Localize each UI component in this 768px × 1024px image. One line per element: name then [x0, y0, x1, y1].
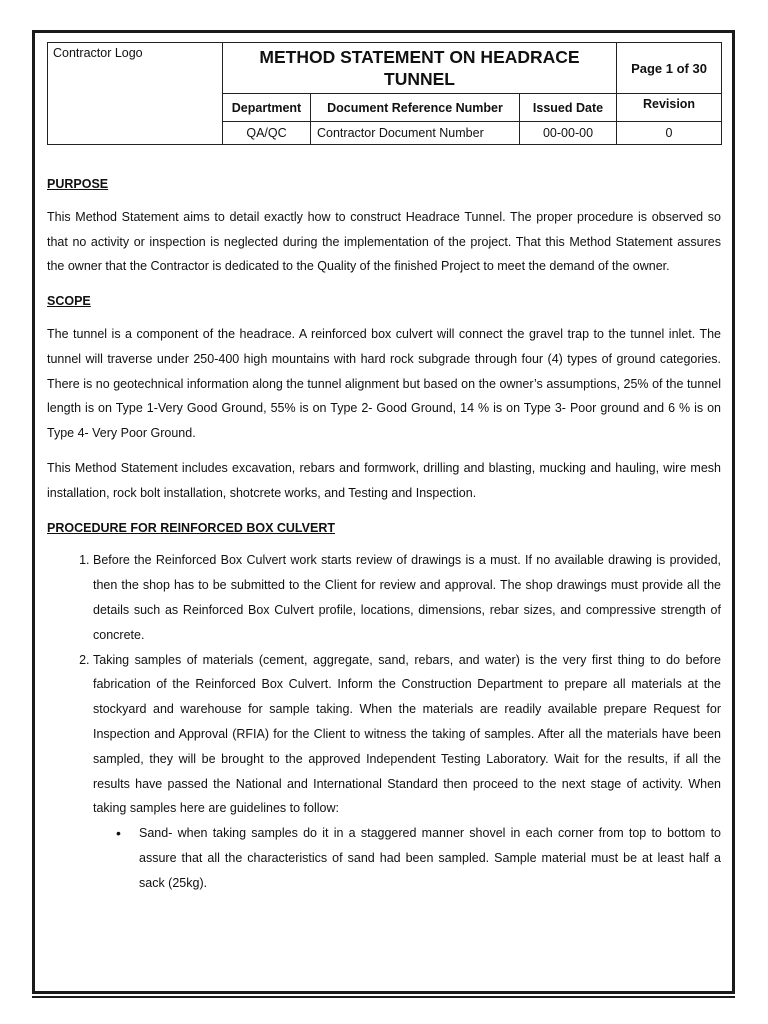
sampling-guideline-item: • Sand- when taking samples do it in a staggered manner shovel in each corner from top to bottom to assure that all the characteristics of sand had been sampled. Sample material must be at least half a sack (25kg). — [139, 821, 721, 895]
procedure-steps-list — [47, 548, 721, 895]
document-body — [47, 172, 721, 896]
value-issued-date: 00-00-00 — [520, 122, 617, 145]
procedure-heading: PROCEDURE FOR REINFORCED BOX CULVERT — [47, 520, 335, 535]
procedure-step — [93, 548, 721, 647]
scope-paragraph-2: This Method Statement includes excavation, rebars and formwork, drilling and blasting, mucking and hauling, wire mesh installation, rock bolt installation, shotcrete works, and Testing and Inspection. — [47, 460, 721, 500]
purpose-paragraph: This Method Statement aims to detail exactly how to construct Headrace Tunnel. The proper procedure is observed so that no activity or inspection is neglected during the implementation of the project. That this Method Statement assures the owner that the Contractor is dedicated to the Quality of the finished Project to meet the demand of the owner. — [47, 209, 721, 274]
sampling-guidelines-list — [93, 821, 721, 895]
scope-paragraph-1: The tunnel is a component of the headrace. A reinforced box culvert will connect the gravel trap to the tunnel inlet. The tunnel will traverse under 250-400 high mountains with hard rock subgrade through four (4) types of ground categories. There is no geotechnical information along the tunnel alignment but based on the owner’s assumptions, 25% of the tunnel length is on Type 1-Very Good Ground, 55% is on Type 2- Good Ground, 14 % is on Type 3- Poor ground and 6 % is on Type 4- Very Poor Ground. — [47, 326, 721, 441]
procedure-step — [93, 648, 721, 896]
procedure-step-text: Taking samples of materials (cement, aggregate, sand, rebars, and water) is the very first thing to do before fabrication of the Reinforced Box Culvert. Inform the Construction Department to prepare all materials at the stockyard and warehouse for sample taking. When the materials are readily available prepare Request for Inspection and Approval (RFIA) for the Client to witness the taking of samples. After all the materials have been sampled, they will be brought to the approved Independent Testing Laboratory. Wait for the results, if all the results have passed the National and International Standard then proceed to the next stage of activity. When taking samples here are guidelines to follow: — [93, 652, 721, 816]
procedure-step-text: Before the Reinforced Box Culvert work starts review of drawings is a must. If no available drawing is provided, then the shop has to be submitted to the Client for review and approval. The shop drawings must provide all the details such as Reinforced Box Culvert profile, locations, dimensions, rebar sizes, and compressive strength of concrete. — [93, 553, 721, 642]
document-title: METHOD STATEMENT ON HEADRACE TUNNEL — [223, 43, 617, 94]
purpose-heading: PURPOSE — [47, 177, 109, 191]
value-doc-ref: Contractor Document Number — [311, 122, 520, 145]
col-header-issued-date: Issued Date — [520, 94, 617, 122]
value-department: QA/QC — [223, 122, 311, 145]
page-number: Page 1 of 30 — [617, 43, 722, 94]
value-revision: 0 — [617, 122, 722, 145]
contractor-logo-placeholder: Contractor Logo — [48, 43, 223, 145]
col-header-doc-ref: Document Reference Number — [311, 94, 520, 122]
scope-heading: SCOPE — [47, 294, 91, 309]
col-header-department: Department — [223, 94, 311, 122]
col-header-revision: Revision — [617, 94, 722, 122]
document-header-table — [47, 42, 722, 145]
